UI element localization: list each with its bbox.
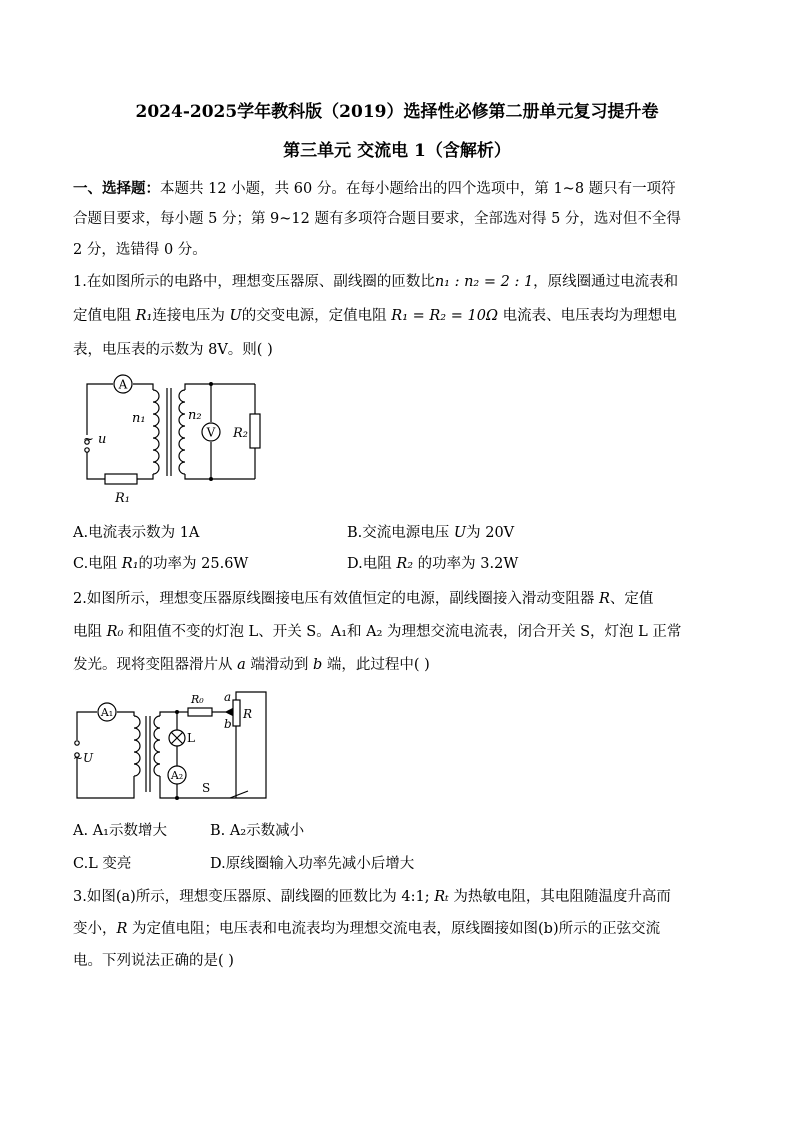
a-terminal-label: a [224,690,232,704]
r2-label: R₂ [233,426,248,441]
b-terminal-label: b [224,717,232,731]
q2-option-c: C.L 变亮 [73,856,132,872]
lamp-label: L [187,731,195,745]
document-subtitle: 第三单元 交流电 1（含解析） [283,141,511,161]
document-title: 2024-2025学年教科版（2019）选择性必修第二册单元复习提升卷 [135,102,659,122]
q1-option-c: C.电阻 R₁的功率为 25.6W [73,556,249,572]
q1-option-b: B.交流电源电压 U为 20V [347,525,515,541]
q1-stem-line3: 表，电压表的示数为 8V。则( ) [73,342,273,358]
section-text-line3: 2 分，选错得 0 分。 [73,242,207,258]
turns-ratio: n₁ : n₂ = 2 : 1 [434,274,534,290]
voltmeter-label: V [206,425,216,440]
section-text-line1: 本题共 12 小题，共 60 分。在每小题给出的四个选项中，第 1~8 题只有一项符 [160,181,676,197]
section-text-line2: 合题目要求，每小题 5 分；第 9~12 题有多项符合题目要求，全部选对得 5 分，选对但不全得 [73,211,681,227]
q2-option-a: A. A₁示数增大 [73,823,167,839]
q2-circuit-diagram [70,688,300,808]
a1-label: A₁ [100,706,114,719]
q1-option-d: D.电阻 R₂ 的功率为 3.2W [347,556,519,572]
r0-label: R₀ [191,693,204,706]
q1-stem-line1: 1.在如图所示的电路中，理想变压器原、副线圈的匝数比n₁ : n₂ = 2 : 1，原线圈通过电流表和 [73,274,679,290]
q1-stem-line2: 定值电阻 R₁连接电压为 U的交变电源，定值电阻 R₁ = R₂ = 10Ω 电流表、电压表均为理想电 [73,308,677,324]
section-instructions [73,177,676,198]
n1-label: n₁ [132,411,146,426]
switch-label: S [202,781,211,795]
q3-stem-line2: 变小，R 为定值电阻；电压表和电流表均为理想交流电表，原线圈接如图(b)所示的正弦交流 [73,921,661,937]
q2-source-label: ~U [73,751,94,765]
r1-label: R₁ [115,491,130,506]
q1-circuit-diagram [73,370,283,510]
q2-stem-line1: 2.如图所示，理想变压器原线圈接电压有效值恒定的电源，副线圈接入滑动变阻器 R、定值 [73,591,654,607]
q2-option-d: D.原线圈输入功率先减小后增大 [210,856,415,872]
n2-label: n₂ [188,408,202,423]
source-label: ~ u [83,432,107,447]
r-label: R [243,707,253,721]
section-heading: 一、选择题： [73,180,160,197]
a2-label: A₂ [170,769,184,782]
q2-stem-line3: 发光。现将变阻器滑片从 a 端滑动到 b 端，此过程中( ) [73,657,430,673]
q2-option-b: B. A₂示数减小 [210,823,305,839]
q3-stem-line1: 3.如图(a)所示，理想变压器原、副线圈的匝数比为 4:1; Rₜ 为热敏电阻，其电阻随温度升高而 [73,889,671,905]
q1-option-a: A.电流表示数为 1A [73,525,200,541]
q3-stem-line3: 电。下列说法正确的是( ) [73,953,234,969]
q2-stem-line2: 电阻 R₀ 和阻值不变的灯泡 L、开关 S。A₁和 A₂ 为理想交流电流表，闭合开关 S，灯泡 L 正常 [73,624,682,640]
ammeter-label: A [118,377,128,392]
